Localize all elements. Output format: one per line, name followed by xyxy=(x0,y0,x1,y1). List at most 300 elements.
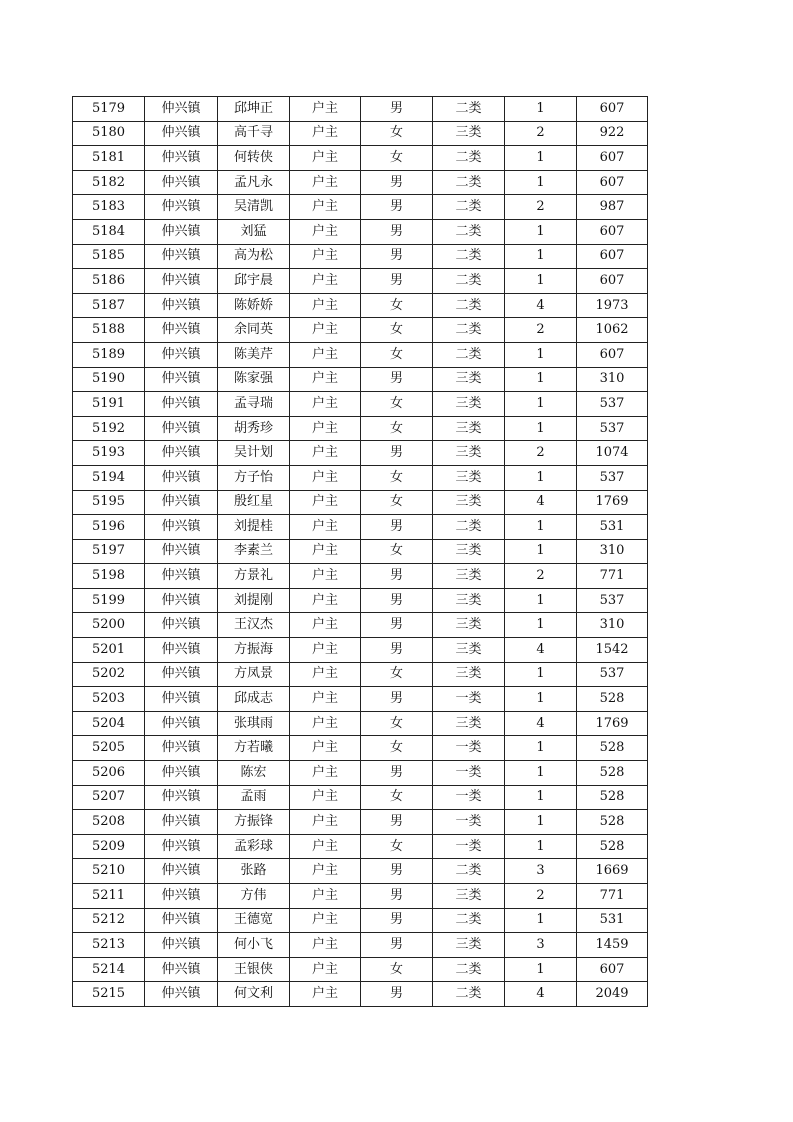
household-size-cell: 1 xyxy=(505,97,577,122)
relation-cell: 户主 xyxy=(290,244,361,269)
township-cell: 仲兴镇 xyxy=(145,908,218,933)
township-cell: 仲兴镇 xyxy=(145,318,218,343)
relation-cell: 户主 xyxy=(290,318,361,343)
household-size-cell: 4 xyxy=(505,293,577,318)
amount-cell: 1769 xyxy=(577,490,648,515)
household-size-cell: 1 xyxy=(505,588,577,613)
relation-cell: 户主 xyxy=(290,465,361,490)
household-size-cell: 2 xyxy=(505,884,577,909)
name-cell: 胡秀珍 xyxy=(218,416,290,441)
name-cell: 殷红星 xyxy=(218,490,290,515)
category-cell: 一类 xyxy=(433,810,505,835)
amount-cell: 310 xyxy=(577,613,648,638)
household-size-cell: 1 xyxy=(505,392,577,417)
category-cell: 三类 xyxy=(433,711,505,736)
household-size-cell: 3 xyxy=(505,933,577,958)
relation-cell: 户主 xyxy=(290,810,361,835)
relation-cell: 户主 xyxy=(290,539,361,564)
category-cell: 三类 xyxy=(433,662,505,687)
township-cell: 仲兴镇 xyxy=(145,564,218,589)
name-cell: 孟凡永 xyxy=(218,170,290,195)
amount-cell: 607 xyxy=(577,269,648,294)
record-number-cell: 5192 xyxy=(73,416,145,441)
household-size-cell: 1 xyxy=(505,662,577,687)
household-size-cell: 1 xyxy=(505,908,577,933)
gender-cell: 女 xyxy=(361,662,433,687)
amount-cell: 922 xyxy=(577,121,648,146)
record-number-cell: 5183 xyxy=(73,195,145,220)
name-cell: 吴清凯 xyxy=(218,195,290,220)
gender-cell: 女 xyxy=(361,342,433,367)
township-cell: 仲兴镇 xyxy=(145,884,218,909)
record-number-cell: 5182 xyxy=(73,170,145,195)
table-row xyxy=(73,761,648,786)
township-cell: 仲兴镇 xyxy=(145,785,218,810)
record-number-cell: 5213 xyxy=(73,933,145,958)
table-row xyxy=(73,638,648,663)
township-cell: 仲兴镇 xyxy=(145,244,218,269)
table-row xyxy=(73,318,648,343)
relation-cell: 户主 xyxy=(290,564,361,589)
household-size-cell: 1 xyxy=(505,465,577,490)
table-row xyxy=(73,957,648,982)
relation-cell: 户主 xyxy=(290,121,361,146)
relation-cell: 户主 xyxy=(290,957,361,982)
relation-cell: 户主 xyxy=(290,638,361,663)
name-cell: 方景礼 xyxy=(218,564,290,589)
record-number-cell: 5191 xyxy=(73,392,145,417)
household-size-cell: 1 xyxy=(505,736,577,761)
township-cell: 仲兴镇 xyxy=(145,490,218,515)
category-cell: 一类 xyxy=(433,736,505,761)
township-cell: 仲兴镇 xyxy=(145,170,218,195)
category-cell: 一类 xyxy=(433,785,505,810)
name-cell: 王德宽 xyxy=(218,908,290,933)
amount-cell: 310 xyxy=(577,367,648,392)
amount-cell: 1542 xyxy=(577,638,648,663)
amount-cell: 528 xyxy=(577,687,648,712)
gender-cell: 男 xyxy=(361,219,433,244)
table-row xyxy=(73,515,648,540)
gender-cell: 男 xyxy=(361,908,433,933)
township-cell: 仲兴镇 xyxy=(145,539,218,564)
category-cell: 三类 xyxy=(433,441,505,466)
gender-cell: 女 xyxy=(361,711,433,736)
table-row xyxy=(73,465,648,490)
table-row xyxy=(73,834,648,859)
table-row xyxy=(73,392,648,417)
household-size-cell: 1 xyxy=(505,170,577,195)
relation-cell: 户主 xyxy=(290,416,361,441)
household-size-cell: 3 xyxy=(505,859,577,884)
table-row xyxy=(73,195,648,220)
gender-cell: 女 xyxy=(361,957,433,982)
name-cell: 陈娇娇 xyxy=(218,293,290,318)
category-cell: 三类 xyxy=(433,465,505,490)
record-number-cell: 5209 xyxy=(73,834,145,859)
category-cell: 三类 xyxy=(433,392,505,417)
relation-cell: 户主 xyxy=(290,933,361,958)
household-size-cell: 1 xyxy=(505,810,577,835)
category-cell: 三类 xyxy=(433,933,505,958)
relation-cell: 户主 xyxy=(290,219,361,244)
relation-cell: 户主 xyxy=(290,195,361,220)
relation-cell: 户主 xyxy=(290,736,361,761)
relation-cell: 户主 xyxy=(290,785,361,810)
table-row xyxy=(73,121,648,146)
township-cell: 仲兴镇 xyxy=(145,613,218,638)
name-cell: 陈宏 xyxy=(218,761,290,786)
township-cell: 仲兴镇 xyxy=(145,219,218,244)
household-size-cell: 2 xyxy=(505,564,577,589)
table-row xyxy=(73,564,648,589)
record-number-cell: 5195 xyxy=(73,490,145,515)
amount-cell: 1973 xyxy=(577,293,648,318)
relation-cell: 户主 xyxy=(290,884,361,909)
amount-cell: 2049 xyxy=(577,982,648,1007)
amount-cell: 531 xyxy=(577,515,648,540)
township-cell: 仲兴镇 xyxy=(145,441,218,466)
gender-cell: 男 xyxy=(361,638,433,663)
category-cell: 三类 xyxy=(433,490,505,515)
category-cell: 一类 xyxy=(433,761,505,786)
gender-cell: 男 xyxy=(361,588,433,613)
name-cell: 王银侠 xyxy=(218,957,290,982)
household-size-cell: 1 xyxy=(505,367,577,392)
category-cell: 二类 xyxy=(433,170,505,195)
record-number-cell: 5180 xyxy=(73,121,145,146)
name-cell: 方若曦 xyxy=(218,736,290,761)
data-table xyxy=(72,96,648,1007)
household-size-cell: 1 xyxy=(505,269,577,294)
table-row xyxy=(73,441,648,466)
category-cell: 二类 xyxy=(433,908,505,933)
gender-cell: 男 xyxy=(361,564,433,589)
township-cell: 仲兴镇 xyxy=(145,416,218,441)
township-cell: 仲兴镇 xyxy=(145,711,218,736)
gender-cell: 男 xyxy=(361,170,433,195)
relation-cell: 户主 xyxy=(290,342,361,367)
amount-cell: 771 xyxy=(577,884,648,909)
amount-cell: 607 xyxy=(577,97,648,122)
township-cell: 仲兴镇 xyxy=(145,269,218,294)
relation-cell: 户主 xyxy=(290,97,361,122)
record-number-cell: 5207 xyxy=(73,785,145,810)
household-size-cell: 1 xyxy=(505,957,577,982)
gender-cell: 女 xyxy=(361,293,433,318)
table-row xyxy=(73,367,648,392)
table-row xyxy=(73,490,648,515)
name-cell: 李素兰 xyxy=(218,539,290,564)
category-cell: 三类 xyxy=(433,367,505,392)
amount-cell: 771 xyxy=(577,564,648,589)
household-size-cell: 4 xyxy=(505,711,577,736)
gender-cell: 女 xyxy=(361,121,433,146)
township-cell: 仲兴镇 xyxy=(145,859,218,884)
amount-cell: 528 xyxy=(577,834,648,859)
table-row xyxy=(73,613,648,638)
record-number-cell: 5190 xyxy=(73,367,145,392)
gender-cell: 女 xyxy=(361,490,433,515)
category-cell: 二类 xyxy=(433,982,505,1007)
record-number-cell: 5194 xyxy=(73,465,145,490)
category-cell: 二类 xyxy=(433,318,505,343)
name-cell: 孟雨 xyxy=(218,785,290,810)
name-cell: 刘提桂 xyxy=(218,515,290,540)
amount-cell: 537 xyxy=(577,392,648,417)
record-number-cell: 5215 xyxy=(73,982,145,1007)
township-cell: 仲兴镇 xyxy=(145,195,218,220)
record-number-cell: 5188 xyxy=(73,318,145,343)
record-number-cell: 5214 xyxy=(73,957,145,982)
relation-cell: 户主 xyxy=(290,367,361,392)
household-size-cell: 2 xyxy=(505,195,577,220)
household-size-cell: 1 xyxy=(505,342,577,367)
table-row xyxy=(73,539,648,564)
table-row xyxy=(73,687,648,712)
table-row xyxy=(73,884,648,909)
household-size-cell: 1 xyxy=(505,687,577,712)
table-row xyxy=(73,662,648,687)
amount-cell: 1074 xyxy=(577,441,648,466)
township-cell: 仲兴镇 xyxy=(145,146,218,171)
name-cell: 方振锋 xyxy=(218,810,290,835)
household-size-cell: 4 xyxy=(505,982,577,1007)
township-cell: 仲兴镇 xyxy=(145,761,218,786)
township-cell: 仲兴镇 xyxy=(145,293,218,318)
table-row xyxy=(73,908,648,933)
table-row xyxy=(73,293,648,318)
table-row xyxy=(73,244,648,269)
household-size-cell: 1 xyxy=(505,515,577,540)
table-row xyxy=(73,219,648,244)
household-size-cell: 1 xyxy=(505,416,577,441)
name-cell: 何文利 xyxy=(218,982,290,1007)
township-cell: 仲兴镇 xyxy=(145,342,218,367)
record-number-cell: 5199 xyxy=(73,588,145,613)
record-number-cell: 5185 xyxy=(73,244,145,269)
amount-cell: 310 xyxy=(577,539,648,564)
category-cell: 三类 xyxy=(433,884,505,909)
relation-cell: 户主 xyxy=(290,982,361,1007)
household-size-cell: 4 xyxy=(505,638,577,663)
name-cell: 刘提刚 xyxy=(218,588,290,613)
relation-cell: 户主 xyxy=(290,834,361,859)
relation-cell: 户主 xyxy=(290,170,361,195)
amount-cell: 528 xyxy=(577,810,648,835)
name-cell: 方振海 xyxy=(218,638,290,663)
amount-cell: 607 xyxy=(577,219,648,244)
amount-cell: 537 xyxy=(577,465,648,490)
household-size-cell: 2 xyxy=(505,121,577,146)
name-cell: 陈家强 xyxy=(218,367,290,392)
amount-cell: 1459 xyxy=(577,933,648,958)
name-cell: 邱成志 xyxy=(218,687,290,712)
gender-cell: 男 xyxy=(361,761,433,786)
household-size-cell: 1 xyxy=(505,244,577,269)
table-row xyxy=(73,785,648,810)
record-number-cell: 5179 xyxy=(73,97,145,122)
name-cell: 陈美芹 xyxy=(218,342,290,367)
record-number-cell: 5206 xyxy=(73,761,145,786)
township-cell: 仲兴镇 xyxy=(145,588,218,613)
household-size-cell: 4 xyxy=(505,490,577,515)
category-cell: 二类 xyxy=(433,244,505,269)
gender-cell: 男 xyxy=(361,269,433,294)
category-cell: 二类 xyxy=(433,957,505,982)
record-number-cell: 5189 xyxy=(73,342,145,367)
name-cell: 邱宇晨 xyxy=(218,269,290,294)
gender-cell: 男 xyxy=(361,515,433,540)
gender-cell: 女 xyxy=(361,392,433,417)
category-cell: 二类 xyxy=(433,515,505,540)
gender-cell: 女 xyxy=(361,146,433,171)
gender-cell: 男 xyxy=(361,884,433,909)
category-cell: 三类 xyxy=(433,638,505,663)
amount-cell: 607 xyxy=(577,244,648,269)
amount-cell: 528 xyxy=(577,736,648,761)
record-number-cell: 5184 xyxy=(73,219,145,244)
category-cell: 二类 xyxy=(433,269,505,294)
gender-cell: 女 xyxy=(361,736,433,761)
amount-cell: 537 xyxy=(577,416,648,441)
name-cell: 王汉杰 xyxy=(218,613,290,638)
gender-cell: 男 xyxy=(361,441,433,466)
amount-cell: 537 xyxy=(577,662,648,687)
category-cell: 三类 xyxy=(433,588,505,613)
household-size-cell: 1 xyxy=(505,834,577,859)
record-number-cell: 5212 xyxy=(73,908,145,933)
amount-cell: 607 xyxy=(577,342,648,367)
category-cell: 三类 xyxy=(433,564,505,589)
gender-cell: 女 xyxy=(361,416,433,441)
record-number-cell: 5198 xyxy=(73,564,145,589)
table-row xyxy=(73,342,648,367)
relation-cell: 户主 xyxy=(290,662,361,687)
household-size-cell: 1 xyxy=(505,613,577,638)
amount-cell: 528 xyxy=(577,761,648,786)
relation-cell: 户主 xyxy=(290,269,361,294)
name-cell: 邱坤正 xyxy=(218,97,290,122)
category-cell: 二类 xyxy=(433,293,505,318)
record-number-cell: 5208 xyxy=(73,810,145,835)
record-number-cell: 5211 xyxy=(73,884,145,909)
township-cell: 仲兴镇 xyxy=(145,957,218,982)
gender-cell: 男 xyxy=(361,859,433,884)
record-number-cell: 5200 xyxy=(73,613,145,638)
table-body xyxy=(73,97,648,1007)
township-cell: 仲兴镇 xyxy=(145,367,218,392)
household-size-cell: 1 xyxy=(505,761,577,786)
category-cell: 二类 xyxy=(433,342,505,367)
relation-cell: 户主 xyxy=(290,613,361,638)
gender-cell: 男 xyxy=(361,687,433,712)
name-cell: 张路 xyxy=(218,859,290,884)
amount-cell: 987 xyxy=(577,195,648,220)
record-number-cell: 5196 xyxy=(73,515,145,540)
township-cell: 仲兴镇 xyxy=(145,933,218,958)
gender-cell: 女 xyxy=(361,539,433,564)
gender-cell: 男 xyxy=(361,810,433,835)
name-cell: 刘猛 xyxy=(218,219,290,244)
record-number-cell: 5193 xyxy=(73,441,145,466)
relation-cell: 户主 xyxy=(290,441,361,466)
record-number-cell: 5201 xyxy=(73,638,145,663)
category-cell: 三类 xyxy=(433,613,505,638)
amount-cell: 607 xyxy=(577,170,648,195)
gender-cell: 男 xyxy=(361,933,433,958)
township-cell: 仲兴镇 xyxy=(145,465,218,490)
amount-cell: 1669 xyxy=(577,859,648,884)
relation-cell: 户主 xyxy=(290,711,361,736)
relation-cell: 户主 xyxy=(290,588,361,613)
township-cell: 仲兴镇 xyxy=(145,662,218,687)
gender-cell: 女 xyxy=(361,785,433,810)
name-cell: 方伟 xyxy=(218,884,290,909)
name-cell: 张琪雨 xyxy=(218,711,290,736)
name-cell: 方凤景 xyxy=(218,662,290,687)
relation-cell: 户主 xyxy=(290,859,361,884)
table-row xyxy=(73,170,648,195)
gender-cell: 男 xyxy=(361,613,433,638)
record-number-cell: 5187 xyxy=(73,293,145,318)
township-cell: 仲兴镇 xyxy=(145,810,218,835)
record-number-cell: 5197 xyxy=(73,539,145,564)
township-cell: 仲兴镇 xyxy=(145,834,218,859)
household-size-cell: 2 xyxy=(505,441,577,466)
name-cell: 高为松 xyxy=(218,244,290,269)
category-cell: 二类 xyxy=(433,195,505,220)
relation-cell: 户主 xyxy=(290,761,361,786)
township-cell: 仲兴镇 xyxy=(145,97,218,122)
category-cell: 二类 xyxy=(433,859,505,884)
name-cell: 余同英 xyxy=(218,318,290,343)
amount-cell: 1769 xyxy=(577,711,648,736)
relation-cell: 户主 xyxy=(290,392,361,417)
gender-cell: 男 xyxy=(361,367,433,392)
record-number-cell: 5204 xyxy=(73,711,145,736)
household-size-cell: 1 xyxy=(505,219,577,244)
township-cell: 仲兴镇 xyxy=(145,638,218,663)
table-row xyxy=(73,711,648,736)
category-cell: 二类 xyxy=(433,219,505,244)
name-cell: 孟寻瑞 xyxy=(218,392,290,417)
township-cell: 仲兴镇 xyxy=(145,736,218,761)
relation-cell: 户主 xyxy=(290,908,361,933)
category-cell: 二类 xyxy=(433,146,505,171)
category-cell: 二类 xyxy=(433,97,505,122)
household-size-cell: 1 xyxy=(505,785,577,810)
relation-cell: 户主 xyxy=(290,490,361,515)
township-cell: 仲兴镇 xyxy=(145,982,218,1007)
amount-cell: 528 xyxy=(577,785,648,810)
table-row xyxy=(73,588,648,613)
amount-cell: 531 xyxy=(577,908,648,933)
township-cell: 仲兴镇 xyxy=(145,515,218,540)
record-number-cell: 5186 xyxy=(73,269,145,294)
record-number-cell: 5210 xyxy=(73,859,145,884)
category-cell: 一类 xyxy=(433,834,505,859)
name-cell: 吴计划 xyxy=(218,441,290,466)
relation-cell: 户主 xyxy=(290,515,361,540)
gender-cell: 女 xyxy=(361,465,433,490)
name-cell: 孟彩球 xyxy=(218,834,290,859)
table-row xyxy=(73,146,648,171)
household-size-cell: 1 xyxy=(505,146,577,171)
amount-cell: 607 xyxy=(577,957,648,982)
amount-cell: 537 xyxy=(577,588,648,613)
relation-cell: 户主 xyxy=(290,687,361,712)
